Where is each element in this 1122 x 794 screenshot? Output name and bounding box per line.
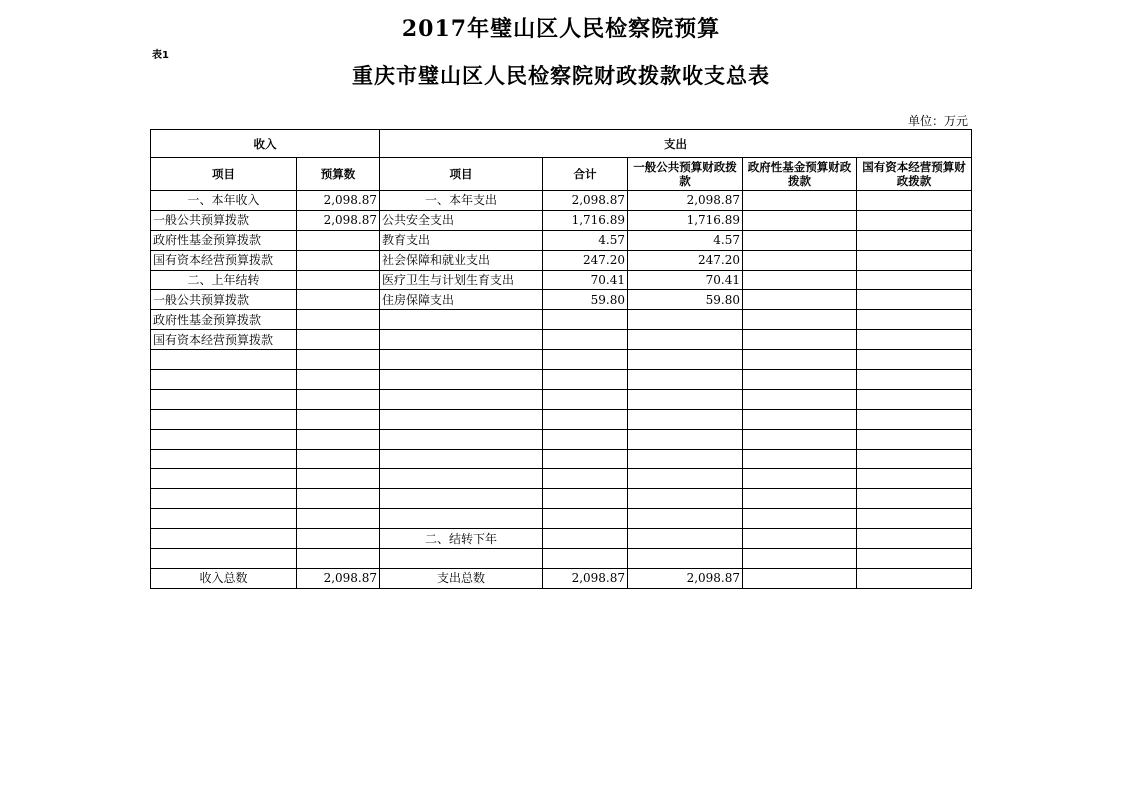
state-capital-cell: [857, 330, 972, 350]
total-cell: 2,098.87: [543, 568, 628, 588]
income-value-cell: [297, 290, 380, 310]
table-row: [151, 449, 972, 469]
state-capital-cell: [857, 469, 972, 489]
income-value-cell: [297, 549, 380, 569]
gov-fund-cell: [743, 210, 857, 230]
income-value-cell: [297, 469, 380, 489]
income-item-cell: [151, 449, 297, 469]
total-cell: [543, 389, 628, 409]
expense-item-cell: [380, 409, 543, 429]
total-cell: [543, 469, 628, 489]
table-body: [151, 191, 972, 589]
general-public-cell: [628, 370, 743, 390]
income-item-cell: 一般公共预算拨款: [151, 210, 297, 230]
expense-item-cell: [380, 350, 543, 370]
unit-label: 单位：万元: [907, 114, 968, 128]
income-item-cell: [151, 489, 297, 509]
table-row: [151, 429, 972, 449]
state-capital-cell: [857, 549, 972, 569]
income-item-cell: [151, 469, 297, 489]
expense-item-header: 项目: [380, 158, 543, 191]
income-item-header: 项目: [151, 158, 297, 191]
state-capital-cell: [857, 429, 972, 449]
expense-item-cell: [380, 370, 543, 390]
income-item-cell: 政府性基金预算拨款: [151, 310, 297, 330]
gov-fund-cell: [743, 370, 857, 390]
general-public-cell: [628, 310, 743, 330]
table-row: [151, 310, 972, 330]
total-header: 合计: [543, 158, 628, 191]
gov-fund-cell: [743, 330, 857, 350]
general-public-cell: 247.20: [628, 250, 743, 270]
expense-item-cell: 公共安全支出: [380, 210, 543, 230]
expense-item-cell: 医疗卫生与计划生育支出: [380, 270, 543, 290]
general-public-cell: [628, 449, 743, 469]
state-capital-cell: [857, 529, 972, 549]
expense-item-cell: [380, 469, 543, 489]
state-capital-cell: [857, 409, 972, 429]
income-value-cell: 2,098.87: [297, 568, 380, 588]
income-value-cell: [297, 509, 380, 529]
table-row: [151, 549, 972, 569]
expense-item-cell: [380, 449, 543, 469]
general-public-cell: [628, 549, 743, 569]
header-row-columns: [151, 158, 972, 191]
general-public-cell: 2,098.87: [628, 191, 743, 211]
gov-fund-cell: [743, 429, 857, 449]
general-public-cell: [628, 509, 743, 529]
gov-fund-cell: [743, 549, 857, 569]
table-row: [151, 529, 972, 549]
expense-item-cell: [380, 310, 543, 330]
table-row: [151, 270, 972, 290]
gov-fund-cell: [743, 350, 857, 370]
gov-fund-cell: [743, 409, 857, 429]
general-public-cell: [628, 330, 743, 350]
income-header: 收入: [151, 130, 380, 158]
table-row: [151, 290, 972, 310]
general-public-cell: [628, 409, 743, 429]
state-capital-cell: [857, 191, 972, 211]
general-public-cell: [628, 489, 743, 509]
total-cell: [543, 409, 628, 429]
state-capital-cell: [857, 290, 972, 310]
income-item-cell: 一、本年收入: [151, 191, 297, 211]
total-cell: [543, 549, 628, 569]
expense-item-cell: [380, 330, 543, 350]
table-number: 表1: [152, 50, 169, 61]
expense-item-cell: [380, 429, 543, 449]
income-value-cell: [297, 270, 380, 290]
state-capital-cell: [857, 350, 972, 370]
income-item-cell: [151, 409, 297, 429]
income-item-cell: 二、上年结转: [151, 270, 297, 290]
state-capital-cell: [857, 230, 972, 250]
total-cell: 70.41: [543, 270, 628, 290]
income-value-cell: [297, 529, 380, 549]
total-cell: 59.80: [543, 290, 628, 310]
state-capital-cell: [857, 449, 972, 469]
table-row: [151, 489, 972, 509]
state-capital-cell: [857, 250, 972, 270]
total-cell: 2,098.87: [543, 191, 628, 211]
income-item-cell: [151, 370, 297, 390]
general-public-cell: [628, 350, 743, 370]
gov-fund-header: 政府性基金预算财政拨款: [743, 158, 857, 191]
expense-item-cell: 二、结转下年: [380, 529, 543, 549]
general-public-cell: 2,098.87: [628, 568, 743, 588]
total-cell: 4.57: [543, 230, 628, 250]
table-row: [151, 230, 972, 250]
general-public-cell: [628, 429, 743, 449]
income-item-cell: 收入总数: [151, 568, 297, 588]
income-value-cell: [297, 310, 380, 330]
income-item-cell: [151, 389, 297, 409]
table-row: [151, 389, 972, 409]
budget-table: [150, 129, 972, 589]
table-row: [151, 191, 972, 211]
income-value-cell: [297, 230, 380, 250]
state-capital-cell: [857, 210, 972, 230]
income-item-cell: [151, 509, 297, 529]
income-value-cell: [297, 449, 380, 469]
general-public-cell: [628, 469, 743, 489]
total-cell: [543, 370, 628, 390]
expense-item-cell: [380, 489, 543, 509]
income-item-cell: [151, 529, 297, 549]
state-capital-cell: [857, 310, 972, 330]
income-value-cell: [297, 370, 380, 390]
general-public-cell: 4.57: [628, 230, 743, 250]
state-capital-cell: [857, 270, 972, 290]
total-cell: [543, 529, 628, 549]
income-value-cell: [297, 389, 380, 409]
income-item-cell: [151, 350, 297, 370]
table-row: [151, 250, 972, 270]
income-item-cell: [151, 549, 297, 569]
gov-fund-cell: [743, 310, 857, 330]
income-item-cell: 一般公共预算拨款: [151, 290, 297, 310]
table-row: [151, 409, 972, 429]
total-cell: [543, 330, 628, 350]
income-value-cell: [297, 250, 380, 270]
income-item-cell: 政府性基金预算拨款: [151, 230, 297, 250]
table-row: [151, 370, 972, 390]
gov-fund-cell: [743, 509, 857, 529]
gov-fund-cell: [743, 290, 857, 310]
expense-item-cell: 社会保障和就业支出: [380, 250, 543, 270]
income-value-cell: [297, 409, 380, 429]
total-cell: [543, 449, 628, 469]
income-item-cell: [151, 429, 297, 449]
income-budget-header: 预算数: [297, 158, 380, 191]
gov-fund-cell: [743, 529, 857, 549]
income-value-cell: [297, 330, 380, 350]
gov-fund-cell: [743, 489, 857, 509]
total-cell: [543, 489, 628, 509]
table-row: [151, 210, 972, 230]
state-capital-cell: [857, 509, 972, 529]
state-capital-header: 国有资本经营预算财政拨款: [857, 158, 972, 191]
gov-fund-cell: [743, 250, 857, 270]
total-cell: 1,716.89: [543, 210, 628, 230]
header-row-group: [151, 130, 972, 158]
totals-row: [151, 568, 972, 588]
general-public-cell: 1,716.89: [628, 210, 743, 230]
table-title: 重庆市璧山区人民检察院财政拨款收支总表: [352, 63, 770, 88]
income-value-cell: 2,098.87: [297, 191, 380, 211]
gov-fund-cell: [743, 389, 857, 409]
general-public-cell: 70.41: [628, 270, 743, 290]
table-row: [151, 350, 972, 370]
general-public-cell: [628, 529, 743, 549]
expense-item-cell: [380, 549, 543, 569]
income-value-cell: [297, 489, 380, 509]
income-item-cell: 国有资本经营预算拨款: [151, 330, 297, 350]
gov-fund-cell: [743, 230, 857, 250]
expense-item-cell: [380, 389, 543, 409]
document-title: 2017年璧山区人民检察院预算: [401, 16, 721, 42]
expense-item-cell: 教育支出: [380, 230, 543, 250]
state-capital-cell: [857, 370, 972, 390]
income-value-cell: 2,098.87: [297, 210, 380, 230]
total-cell: [543, 429, 628, 449]
state-capital-cell: [857, 568, 972, 588]
state-capital-cell: [857, 489, 972, 509]
gov-fund-cell: [743, 568, 857, 588]
general-public-header: 一般公共预算财政拨款: [628, 158, 743, 191]
income-item-cell: 国有资本经营预算拨款: [151, 250, 297, 270]
state-capital-cell: [857, 389, 972, 409]
gov-fund-cell: [743, 270, 857, 290]
gov-fund-cell: [743, 469, 857, 489]
total-cell: [543, 350, 628, 370]
gov-fund-cell: [743, 449, 857, 469]
expense-item-cell: 支出总数: [380, 568, 543, 588]
expense-header: 支出: [380, 130, 972, 158]
total-cell: 247.20: [543, 250, 628, 270]
total-cell: [543, 509, 628, 529]
expense-item-cell: 一、本年支出: [380, 191, 543, 211]
total-cell: [543, 310, 628, 330]
general-public-cell: [628, 389, 743, 409]
income-value-cell: [297, 350, 380, 370]
expense-item-cell: 住房保障支出: [380, 290, 543, 310]
expense-item-cell: [380, 509, 543, 529]
gov-fund-cell: [743, 191, 857, 211]
table-row: [151, 509, 972, 529]
table-row: [151, 330, 972, 350]
table-row: [151, 469, 972, 489]
income-value-cell: [297, 429, 380, 449]
general-public-cell: 59.80: [628, 290, 743, 310]
